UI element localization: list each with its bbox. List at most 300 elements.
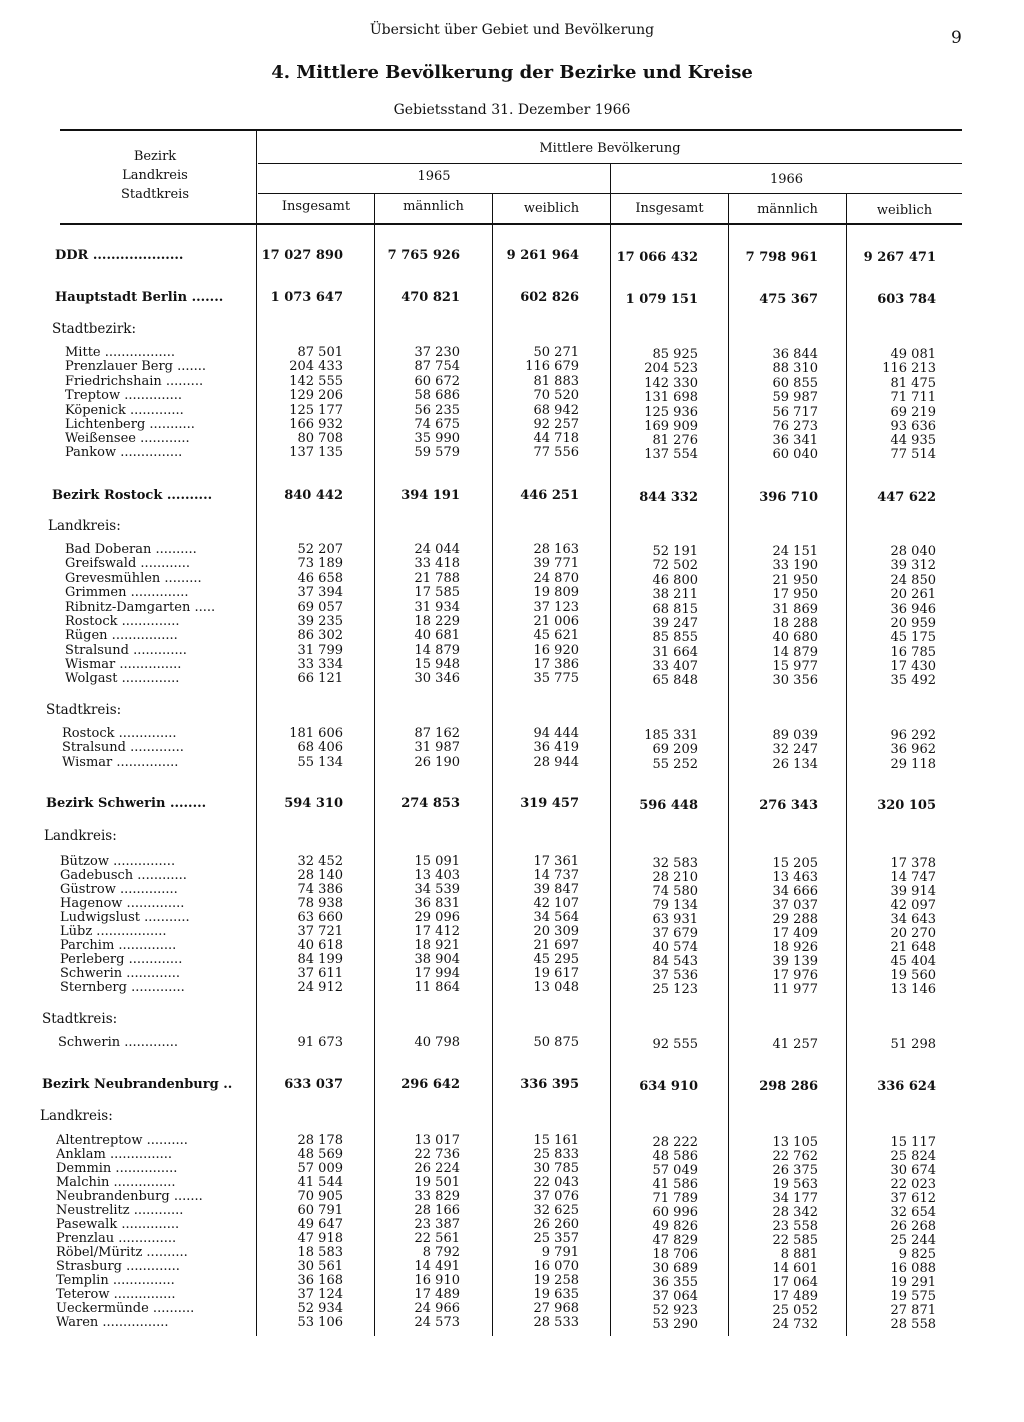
table-cell: 49 826	[652, 1219, 698, 1234]
stub-header-line: Landkreis	[122, 168, 188, 183]
table-cell: 28 040	[890, 544, 936, 559]
table-cell: 39 847	[533, 882, 579, 897]
table-cell: 18 706	[652, 1247, 698, 1262]
table-cell: 17 430	[890, 659, 936, 674]
table-cell: 41 257	[772, 1037, 818, 1052]
table-cell: 25 824	[890, 1149, 936, 1164]
table-cell: 13 105	[772, 1135, 818, 1150]
table-cell: 17 386	[533, 657, 579, 672]
table-cell: 9 267 471	[863, 250, 936, 265]
table-cell: 17 064	[772, 1275, 818, 1290]
table-cell: 45 175	[890, 630, 936, 645]
bezirk-label: Bezirk Rostock ..........	[52, 489, 213, 503]
table-cell: 33 190	[772, 558, 818, 573]
table-cell: 17 378	[890, 856, 936, 871]
kreis-label: Schwerin .............	[58, 1036, 178, 1050]
table-cell: 21 697	[533, 938, 579, 953]
table-cell: 394 191	[401, 488, 460, 503]
section-label: Stadtkreis:	[46, 702, 122, 718]
table-cell: 24 870	[533, 571, 579, 586]
table-cell: 39 914	[890, 884, 936, 899]
table-cell: 20 309	[533, 924, 579, 939]
table-cell: 596 448	[639, 798, 698, 813]
table-cell: 77 556	[533, 445, 579, 460]
table-cell: 60 791	[297, 1203, 343, 1218]
table-cell: 16 785	[890, 645, 936, 660]
year-header-1965: 1965	[417, 169, 451, 184]
kreis-label: Stralsund .............	[62, 741, 184, 755]
table-cell: 26 190	[414, 755, 460, 770]
table-cell: 65 848	[652, 673, 698, 688]
table-cell: 181 606	[289, 726, 343, 741]
kreis-label: Güstrow ..............	[60, 883, 178, 897]
kreis-label: Rostock ..............	[62, 727, 177, 741]
table-cell: 17 409	[772, 926, 818, 941]
kreis-label: Sternberg .............	[60, 981, 185, 995]
table-cell: 45 295	[533, 952, 579, 967]
table-cell: 30 785	[533, 1161, 579, 1176]
table-cell: 31 987	[414, 740, 460, 755]
table-cell: 81 883	[533, 374, 579, 389]
table-cell: 15 948	[414, 657, 460, 672]
table-cell: 86 302	[297, 628, 343, 643]
table-cell: 274 853	[401, 796, 460, 811]
table-cell: 14 879	[414, 643, 460, 658]
table-cell: 38 904	[414, 952, 460, 967]
table-cell: 45 621	[533, 628, 579, 643]
table-cell: 17 994	[414, 966, 460, 981]
table-cell: 88 310	[772, 361, 818, 376]
kreis-label: Pankow ...............	[65, 446, 183, 460]
table-cell: 52 923	[652, 1303, 698, 1318]
kreis-label: Wismar ...............	[65, 658, 182, 672]
table-cell: 17 976	[772, 968, 818, 983]
table-cell: 24 732	[772, 1317, 818, 1332]
table-cell: 56 235	[414, 403, 460, 418]
table-cell: 18 583	[297, 1245, 343, 1260]
kreis-label: Teterow ...............	[56, 1288, 176, 1302]
table-cell: 22 762	[772, 1149, 818, 1164]
table-cell: 47 829	[652, 1233, 698, 1248]
table-cell: 22 043	[533, 1175, 579, 1190]
table-cell: 87 501	[297, 345, 343, 360]
kreis-label: Röbel/Müritz ..........	[56, 1246, 188, 1260]
kreis-label: Malchin ...............	[56, 1176, 176, 1190]
table-cell: 13 146	[890, 982, 936, 997]
table-cell: 58 686	[414, 388, 460, 403]
table-cell: 25 357	[533, 1231, 579, 1246]
table-cell: 49 647	[297, 1217, 343, 1232]
table-cell: 116 213	[882, 361, 936, 376]
table-cell: 39 235	[297, 614, 343, 629]
table-cell: 41 586	[652, 1177, 698, 1192]
table-cell: 92 257	[533, 417, 579, 432]
section-label: Landkreis:	[48, 518, 121, 534]
table-cell: 11 864	[414, 980, 460, 995]
table-cell: 19 575	[890, 1289, 936, 1304]
table-cell: 36 341	[772, 433, 818, 448]
table-cell: 7 765 926	[387, 248, 460, 263]
table-cell: 13 048	[533, 980, 579, 995]
table-cell: 14 737	[533, 868, 579, 883]
table-cell: 50 271	[533, 345, 579, 360]
table-cell: 32 247	[772, 742, 818, 757]
table-cell: 446 251	[520, 488, 579, 503]
table-cell: 63 931	[652, 912, 698, 927]
table-cell: 13 403	[414, 868, 460, 883]
table-cell: 32 452	[297, 854, 343, 869]
table-cell: 52 207	[297, 542, 343, 557]
table-cell: 37 394	[297, 585, 343, 600]
table-cell: 40 681	[414, 628, 460, 643]
kreis-label: Anklam ...............	[56, 1148, 172, 1162]
table-cell: 55 134	[297, 755, 343, 770]
table-cell: 81 475	[890, 376, 936, 391]
table-cell: 36 831	[414, 896, 460, 911]
table-cell: 28 166	[414, 1203, 460, 1218]
table-cell: 396 710	[759, 490, 818, 505]
table-cell: 45 404	[890, 954, 936, 969]
table-cell: 17 412	[414, 924, 460, 939]
table-cell: 81 276	[652, 433, 698, 448]
table-cell: 51 298	[890, 1037, 936, 1052]
table-cell: 1 073 647	[270, 290, 343, 305]
table-cell: 52 934	[297, 1301, 343, 1316]
table-cell: 35 990	[414, 431, 460, 446]
table-cell: 204 433	[289, 359, 343, 374]
kreis-label: Ludwigslust ...........	[60, 911, 190, 925]
table-cell: 73 189	[297, 556, 343, 571]
table-cell: 137 135	[289, 445, 343, 460]
table-cell: 41 544	[297, 1175, 343, 1190]
table-cell: 69 219	[890, 405, 936, 420]
kreis-label: Altentreptow ..........	[56, 1134, 188, 1148]
table-cell: 8 881	[780, 1247, 818, 1262]
table-cell: 26 224	[414, 1161, 460, 1176]
kreis-label: Rostock ..............	[65, 615, 180, 629]
table-cell: 29 118	[890, 757, 936, 772]
table-cell: 9 825	[898, 1247, 936, 1262]
table-cell: 93 636	[890, 419, 936, 434]
table-cell: 56 717	[772, 405, 818, 420]
table-cell: 24 966	[414, 1301, 460, 1316]
kreis-label: Weißensee ............	[65, 432, 190, 446]
table-cell: 25 052	[772, 1303, 818, 1318]
table-cell: 28 222	[652, 1135, 698, 1150]
table-cell: 60 996	[652, 1205, 698, 1220]
table-cell: 46 800	[652, 573, 698, 588]
table-cell: 13 017	[414, 1133, 460, 1148]
table-cell: 17 489	[772, 1289, 818, 1304]
table-cell: 37 037	[772, 898, 818, 913]
table-cell: 36 844	[772, 347, 818, 362]
table-cell: 32 625	[533, 1203, 579, 1218]
table-cell: 24 044	[414, 542, 460, 557]
table-cell: 26 375	[772, 1163, 818, 1178]
table-cell: 26 268	[890, 1219, 936, 1234]
kreis-label: Ueckermünde ..........	[56, 1302, 195, 1316]
kreis-label: Lichtenberg ...........	[65, 418, 195, 432]
table-cell: 94 444	[533, 726, 579, 741]
table-cell: 320 105	[877, 798, 936, 813]
header-bottom-rule	[60, 223, 962, 225]
table-cell: 16 088	[890, 1261, 936, 1276]
bezirk-label: Hauptstadt Berlin .......	[55, 291, 224, 305]
table-cell: 34 177	[772, 1191, 818, 1206]
table-cell: 30 356	[772, 673, 818, 688]
table-cell: 17 950	[772, 587, 818, 602]
table-cell: 142 555	[289, 374, 343, 389]
table-cell: 33 418	[414, 556, 460, 571]
table-cell: 24 912	[297, 980, 343, 995]
table-cell: 20 270	[890, 926, 936, 941]
table-cell: 91 673	[297, 1035, 343, 1050]
table-cell: 19 635	[533, 1287, 579, 1302]
table-cell: 22 736	[414, 1147, 460, 1162]
table-cell: 37 611	[297, 966, 343, 981]
table-cell: 85 925	[652, 347, 698, 362]
table-cell: 24 850	[890, 573, 936, 588]
bezirk-label: Bezirk Schwerin ........	[46, 797, 207, 811]
table-cell: 296 642	[401, 1077, 460, 1092]
table-cell: 39 771	[533, 556, 579, 571]
table-cell: 57 009	[297, 1161, 343, 1176]
table-cell: 37 536	[652, 968, 698, 983]
kreis-label: Wismar ...............	[62, 756, 179, 770]
table-cell: 40 618	[297, 938, 343, 953]
section-label: Landkreis:	[40, 1108, 113, 1124]
table-cell: 19 258	[533, 1273, 579, 1288]
table-cell: 36 355	[652, 1275, 698, 1290]
table-cell: 29 288	[772, 912, 818, 927]
table-cell: 18 926	[772, 940, 818, 955]
table-cell: 40 680	[772, 630, 818, 645]
table-cell: 37 612	[890, 1191, 936, 1206]
table-cell: 23 558	[772, 1219, 818, 1234]
kreis-label: Rügen ................	[65, 629, 178, 643]
table-cell: 89 039	[772, 728, 818, 743]
table-cell: 55 252	[652, 757, 698, 772]
table-cell: 44 718	[533, 431, 579, 446]
table-cell: 28 558	[890, 1317, 936, 1332]
page-number: 9	[951, 28, 962, 48]
table-cell: 840 442	[284, 488, 343, 503]
table-cell: 35 775	[533, 671, 579, 686]
table-cell: 70 520	[533, 388, 579, 403]
table-cell: 36 962	[890, 742, 936, 757]
table-cell: 60 040	[772, 447, 818, 462]
kreis-label: Bützow ...............	[60, 855, 176, 869]
table-cell: 68 815	[652, 602, 698, 617]
section-label: Stadtkreis:	[42, 1011, 118, 1027]
table-cell: 44 935	[890, 433, 936, 448]
table-cell: 17 027 890	[261, 248, 343, 263]
table-cell: 125 177	[289, 403, 343, 418]
table-cell: 27 871	[890, 1303, 936, 1318]
table-cell: 17 066 432	[616, 250, 698, 265]
table-cell: 142 330	[644, 376, 698, 391]
table-cell: 66 121	[297, 671, 343, 686]
table-cell: 30 674	[890, 1163, 936, 1178]
table-cell: 603 784	[877, 292, 936, 307]
table-cell: 15 091	[414, 854, 460, 869]
table-cell: 34 539	[414, 882, 460, 897]
kreis-label: Wolgast ..............	[65, 672, 180, 686]
table-cell: 28 210	[652, 870, 698, 885]
table-cell: 125 936	[644, 405, 698, 420]
table-cell: 11 977	[772, 982, 818, 997]
table-cell: 39 247	[652, 616, 698, 631]
table-cell: 204 523	[644, 361, 698, 376]
kreis-label: Neubrandenburg .......	[56, 1190, 203, 1204]
table-cell: 57 049	[652, 1163, 698, 1178]
table-cell: 68 942	[533, 403, 579, 418]
table-cell: 60 855	[772, 376, 818, 391]
table-cell: 27 968	[533, 1301, 579, 1316]
table-cell: 31 934	[414, 600, 460, 615]
table-cell: 131 698	[644, 390, 698, 405]
table-cell: 72 502	[652, 558, 698, 573]
table-cell: 634 910	[639, 1079, 698, 1094]
table-cell: 48 586	[652, 1149, 698, 1164]
kreis-label: Schwerin .............	[60, 967, 180, 981]
table-cell: 844 332	[639, 490, 698, 505]
kreis-label: Treptow ..............	[65, 389, 183, 403]
column-header-weiblich-1966: weiblich	[876, 203, 933, 218]
kreis-label: Prenzlau ..............	[56, 1232, 177, 1246]
table-cell: 14 747	[890, 870, 936, 885]
table-cell: 96 292	[890, 728, 936, 743]
table-cell: 25 244	[890, 1233, 936, 1248]
table-cell: 22 023	[890, 1177, 936, 1192]
table-cell: 9 791	[541, 1245, 579, 1260]
table-cell: 30 561	[297, 1259, 343, 1274]
table-cell: 19 501	[414, 1175, 460, 1190]
bezirk-label: Bezirk Neubrandenburg ..	[42, 1078, 233, 1092]
table-cell: 22 561	[414, 1231, 460, 1246]
table-cell: 594 310	[284, 796, 343, 811]
table-cell: 28 533	[533, 1315, 579, 1330]
table-cell: 20 261	[890, 587, 936, 602]
table-cell: 32 583	[652, 856, 698, 871]
section-label: Stadtbezirk:	[52, 321, 137, 337]
table-cell: 31 869	[772, 602, 818, 617]
table-cell: 40 798	[414, 1035, 460, 1050]
table-cell: 7 798 961	[745, 250, 818, 265]
table-cell: 31 799	[297, 643, 343, 658]
table-cell: 29 096	[414, 910, 460, 925]
table-cell: 37 679	[652, 926, 698, 941]
kreis-label: Perleberg .............	[60, 953, 183, 967]
table-cell: 36 168	[297, 1273, 343, 1288]
table-cell: 60 672	[414, 374, 460, 389]
table-cell: 21 788	[414, 571, 460, 586]
table-cell: 18 229	[414, 614, 460, 629]
stub-header-line: Stadtkreis	[120, 187, 190, 202]
group-header: Mittlere Bevölkerung	[539, 141, 681, 156]
table-cell: 53 290	[652, 1317, 698, 1332]
kreis-label: Neustrelitz ............	[56, 1204, 184, 1218]
table-cell: 42 107	[533, 896, 579, 911]
table-cell: 52 191	[652, 544, 698, 559]
year-header-1966: 1966	[769, 172, 804, 187]
table-cell: 87 162	[414, 726, 460, 741]
table-cell: 48 569	[297, 1147, 343, 1162]
table-cell: 129 206	[289, 388, 343, 403]
table-cell: 24 573	[414, 1315, 460, 1330]
table-cell: 28 342	[772, 1205, 818, 1220]
kreis-label: Templin ...............	[56, 1274, 175, 1288]
kreis-label: Strasburg .............	[56, 1260, 180, 1274]
table-cell: 17 361	[533, 854, 579, 869]
table-cell: 74 386	[297, 882, 343, 897]
column-header-maennlich-1966: männlich	[757, 202, 818, 217]
table-cell: 37 123	[533, 600, 579, 615]
kreis-label: Pasewalk ..............	[56, 1218, 180, 1232]
table-cell: 15 977	[772, 659, 818, 674]
table-cell: 39 139	[772, 954, 818, 969]
column-header-maennlich-1965: männlich	[403, 199, 464, 214]
table-cell: 21 950	[772, 573, 818, 588]
kreis-label: Greifswald ............	[65, 557, 191, 571]
kreis-label: Grevesmühlen .........	[65, 572, 202, 586]
table-cell: 92 555	[652, 1037, 698, 1052]
table-cell: 14 601	[772, 1261, 818, 1276]
table-cell: 137 554	[644, 447, 698, 462]
table-cell: 336 395	[520, 1077, 579, 1092]
table-cell: 9 261 964	[506, 248, 579, 263]
table-cell: 28 163	[533, 542, 579, 557]
kreis-label: Stralsund .............	[65, 644, 187, 658]
table-cell: 30 346	[414, 671, 460, 686]
table-cell: 25 123	[652, 982, 698, 997]
top-rule	[60, 129, 962, 131]
kreis-label: Parchim ..............	[60, 939, 177, 953]
column-header-insgesamt-1965: Insgesamt	[281, 199, 351, 214]
table-cell: 68 406	[297, 740, 343, 755]
table-cell: 30 689	[652, 1261, 698, 1276]
kreis-label: Gadebusch ............	[60, 869, 187, 883]
table-cell: 470 821	[401, 290, 460, 305]
table-cell: 87 754	[414, 359, 460, 374]
table-cell: 15 117	[890, 1135, 936, 1150]
table-cell: 70 905	[297, 1189, 343, 1204]
table-cell: 71 789	[652, 1191, 698, 1206]
bezirk-label: DDR ....................	[55, 249, 184, 263]
table-cell: 39 312	[890, 558, 936, 573]
table-cell: 33 829	[414, 1189, 460, 1204]
table-cell: 17 585	[414, 585, 460, 600]
table-cell: 602 826	[520, 290, 579, 305]
table-cell: 24 151	[772, 544, 818, 559]
table-cell: 14 879	[772, 645, 818, 660]
table-cell: 19 291	[890, 1275, 936, 1290]
kreis-label: Köpenick .............	[65, 404, 184, 418]
table-cell: 35 492	[890, 673, 936, 688]
table-cell: 59 579	[414, 445, 460, 460]
table-cell: 21 006	[533, 614, 579, 629]
kreis-label: Bad Doberan ..........	[65, 543, 197, 557]
table-cell: 74 580	[652, 884, 698, 899]
table-cell: 16 910	[414, 1273, 460, 1288]
table-cell: 15 161	[533, 1133, 579, 1148]
table-cell: 38 211	[652, 587, 698, 602]
table-cell: 19 809	[533, 585, 579, 600]
table-cell: 69 057	[297, 600, 343, 615]
table-cell: 26 260	[533, 1217, 579, 1232]
kreis-label: Hagenow ..............	[60, 897, 185, 911]
column-header-insgesamt-1966: Insgesamt	[635, 201, 704, 216]
